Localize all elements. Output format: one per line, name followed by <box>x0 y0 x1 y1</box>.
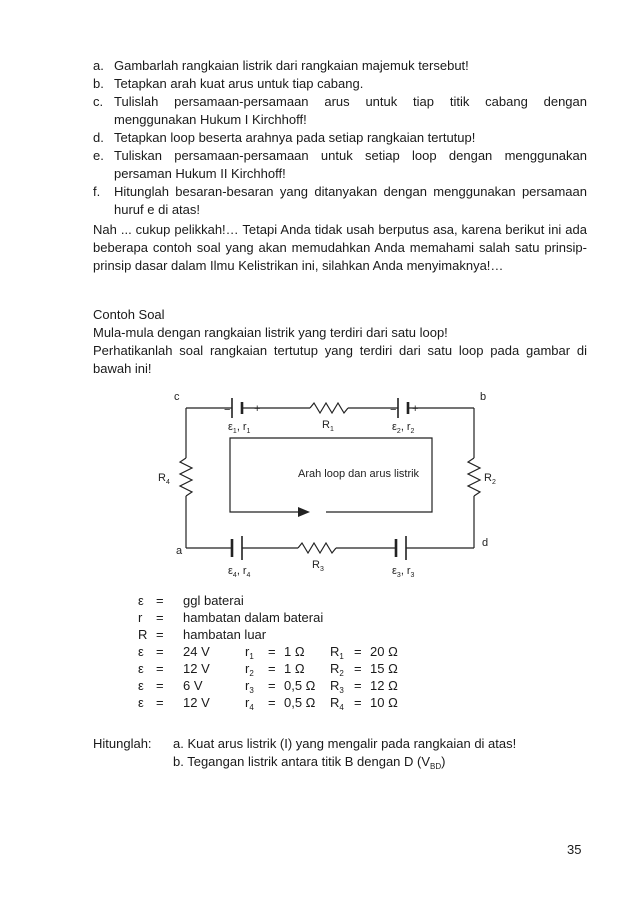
list-item-a <box>93 57 587 75</box>
node-d-label: d <box>482 537 489 549</box>
resistor-R4-label: $R_4$ <box>158 472 170 486</box>
node-c-label: c <box>174 391 180 403</box>
resistor-R2-label: $R_2$ <box>484 472 496 486</box>
list-label: b. <box>93 76 104 91</box>
battery2-plus-sign: + <box>412 403 419 415</box>
list-text: Tetapkan loop beserta arahnya pada setiap rangkaian tertutup! <box>114 130 476 145</box>
list-item-e <box>93 147 587 183</box>
question-a: a. Kuat arus listrik (I) yang mengalir pada rangkaian di atas! <box>173 736 517 751</box>
list-text: Gambarlah rangkaian listrik dari rangkaian majemuk tersebut! <box>114 58 469 73</box>
battery2-minus-sign: − <box>390 404 397 416</box>
battery1-minus-sign: − <box>224 404 231 416</box>
question-label: Hitunglah: <box>93 736 152 751</box>
list-label: c. <box>93 94 104 109</box>
battery1-plus-sign: + <box>254 403 261 415</box>
battery4-label: $\varepsilon_4$, $r_4$ <box>228 565 251 579</box>
intro-paragraph: Nah ... cukup pelikkah!… Tetapi Anda tidak usah berputus asa, karena berikut ini ada beberapa contoh soal yang akan memudahkan Anda memahami salah satu prinsip-prinsip dasar dalam Ilmu Kelistrikan ini, silahkan Anda menyimaknya!… <box>93 222 587 273</box>
list-label: f. <box>93 184 101 199</box>
list-label: d. <box>93 130 104 145</box>
battery1-label: $\varepsilon_1$, $r_1$ <box>228 421 251 435</box>
list-item-f <box>93 183 587 219</box>
list-item-b <box>93 75 587 93</box>
resistor-R3-label: $R_3$ <box>312 559 324 573</box>
question-b: b. Tegangan listrik antara titik B dengan D $(V_{BD})$ <box>173 754 446 771</box>
loop-direction-label: Arah loop dan arus listrik <box>298 468 420 480</box>
node-b-label: b <box>480 391 487 403</box>
node-a-label: a <box>176 545 183 557</box>
list-item-d <box>93 129 587 147</box>
page: a. Gambarlah rangkaian listrik dari rangkaian majemuk tersebut! b. Tetapkan arah kuat arus untuk tiap cabang. c. Tulislah persamaan-persamaan arus untuk tiap titik cabang dengan menggunakan Hukum I Kirchhoff! d. Tetapkan loop beserta arahnya pada setiap rangkaian tertutup! e. Tuliskan persamaan-persamaan untuk setiap loop dengan menggunakan persaman Hukum II Kirchhoff! f. Hitunglah besaran-besaran yang ditanyakan dengan menggunakan persamaan huruf e di atas! Nah ... cukup pelikkah!… Tetapi Anda tidak usah berputus asa, karena berikut ini ada beberapa contoh soal yang akan memudahkan Anda memahami salah satu prinsip-prinsip dasar dalam Ilmu Kelistrikan ini, silahkan Anda menyimaknya!… Contoh Soal Mula-mula dengan rangkaian listrik yang terdiri dari satu loop! Perhatikanlah soal rangkaian tertutup yang terdiri dari satu loop pada gambar di bawah ini! c b a d − + − + $\varepsilon_1$, $r_1$ $R_1$ $\varepsilon_2$, $r_2$ $R_4$ $R_2$ Arah loop dan arus listrik $\varepsilon_4$, $r_4$ $R_3$ $\varepsilon_3$, $r_3$ ε = ggl baterai r = hambatan dalam baterai R = hambatan luar ε = 24 V $r_1$ = 1 Ω $R_1$ = 20 Ω ε = 12 V $r_2$ = 1 Ω $R_2$ = 15 Ω ε = 6 V $r_3$ = 0,5 Ω $R_3$ = 12 Ω ε = 12 V $r_4$ = 0,5 Ω $R_4$ = 10 Ω Hitunglah: a. Kuat arus listrik (I) yang mengalir pada rangkaian di atas! b. Tegangan listrik antara titik B dengan D $(V_{BD})$ 35 <box>93 58 587 857</box>
list-label: e. <box>93 148 104 163</box>
battery3-label: $\varepsilon_3$, $r_3$ <box>392 565 415 579</box>
list-label: a. <box>93 58 104 73</box>
resistor-R1-label: $R_1$ <box>322 419 334 433</box>
example-heading: Contoh Soal <box>93 307 165 322</box>
circuit-diagram <box>158 388 500 579</box>
battery2-label: $\varepsilon_2$, $r_2$ <box>392 421 415 435</box>
list-text: Tulislah persamaan-persamaan arus untuk tiap titik cabang dengan menggunakan Hukum I Kirchhoff! <box>114 94 587 127</box>
page-number: 35 <box>567 842 582 857</box>
list-text: Tuliskan persamaan-persamaan untuk setiap loop dengan menggunakan persaman Hukum II Kirchhoff! <box>114 148 587 181</box>
example-line-1: Mula-mula dengan rangkaian listrik yang terdiri dari satu loop! <box>93 325 448 340</box>
list-item-c <box>93 93 587 129</box>
list-text: Tetapkan arah kuat arus untuk tiap cabang. <box>114 76 364 91</box>
example-line-2: Perhatikanlah soal rangkaian tertutup yang terdiri dari satu loop pada gambar di bawah ini! <box>93 343 587 376</box>
list-text: Hitunglah besaran-besaran yang ditanyakan dengan menggunakan persamaan huruf e di atas! <box>114 184 587 217</box>
circuit-svg <box>158 388 500 579</box>
